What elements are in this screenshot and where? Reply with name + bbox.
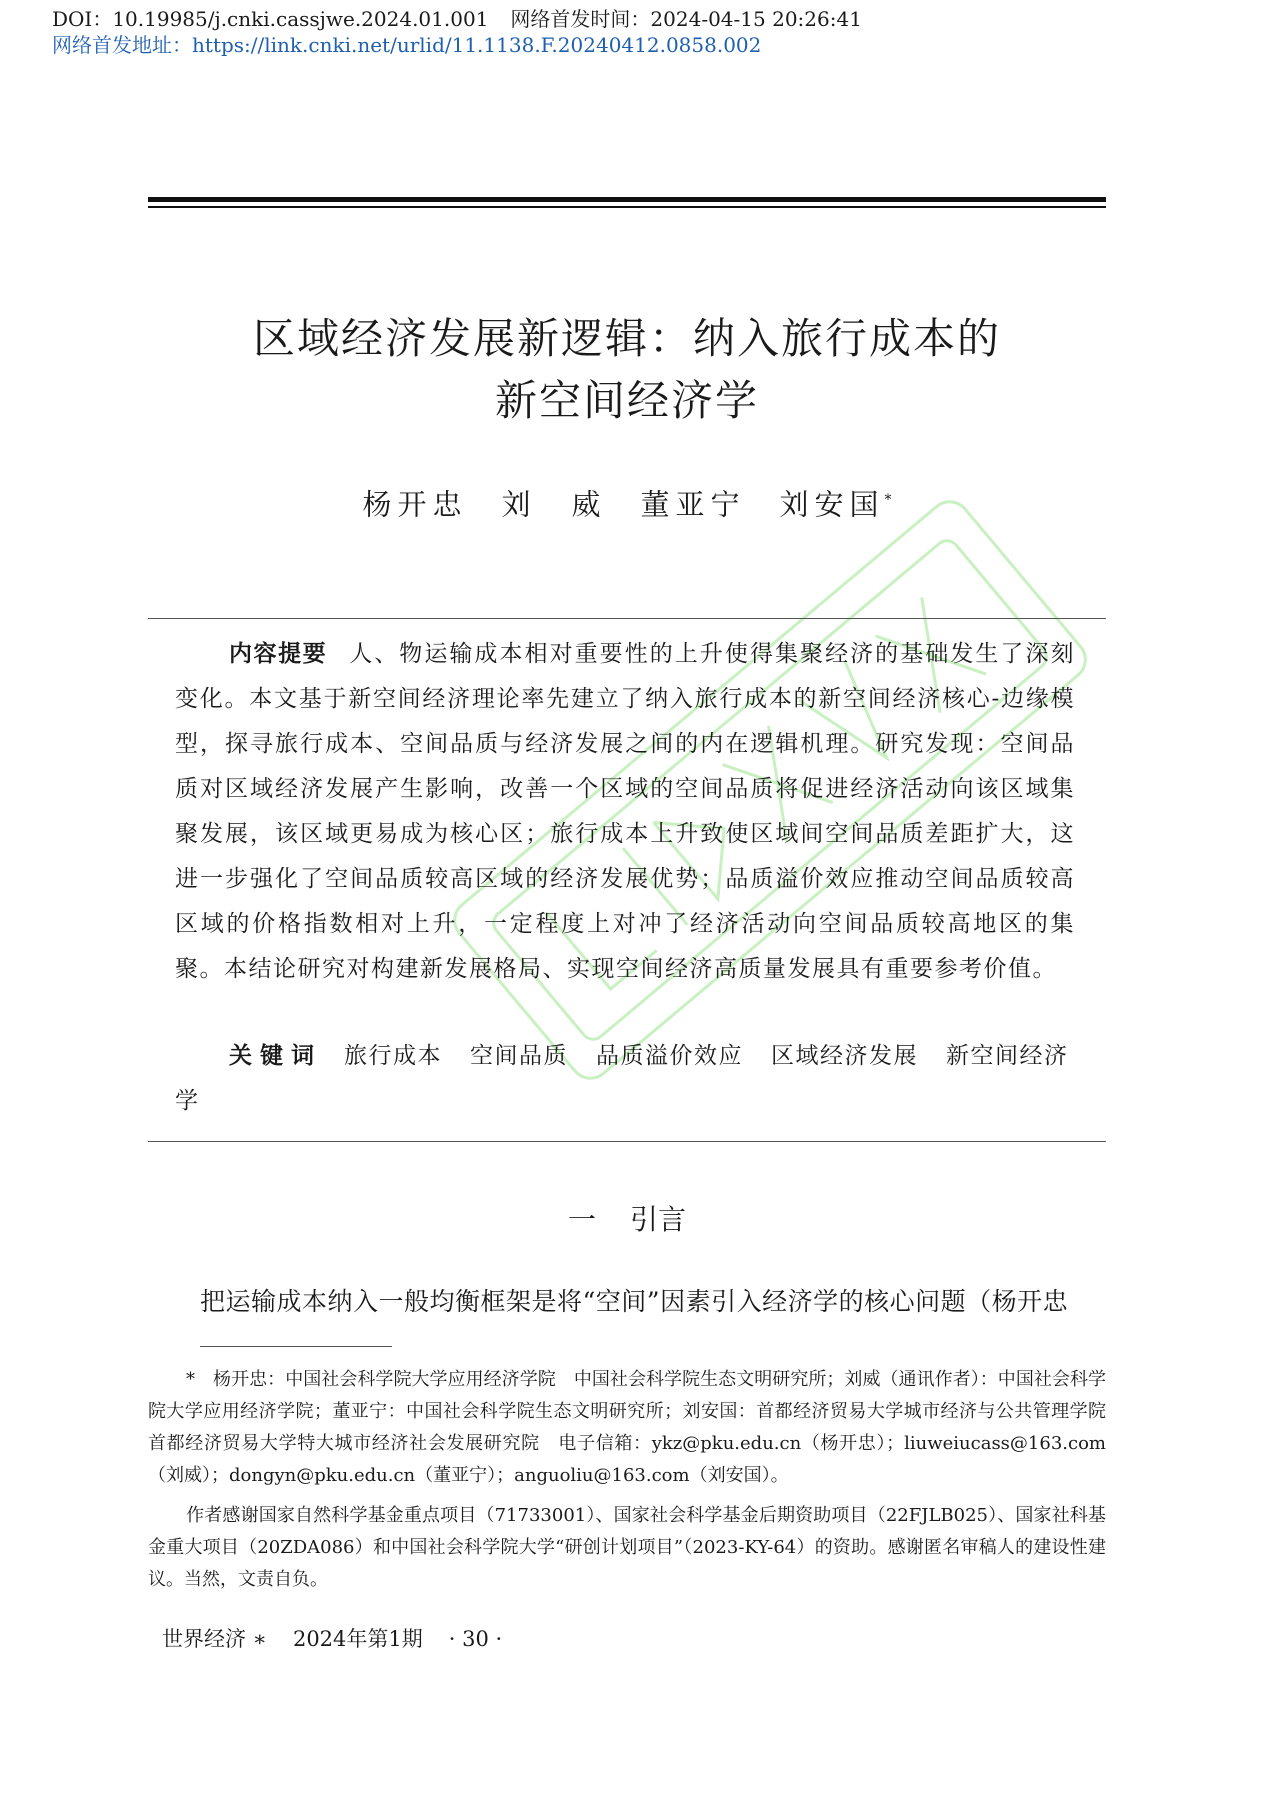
acknowledgement-text: 作者感谢国家自然科学基金重点项目（71733001）、国家社会科学基金后期资助项目（22FJLB025）、国家社科基金重大项目（20ZDA086）和中国社会科学院大学“研创计划项目”（2023-KY-64）的资助。感谢匿名审稿人的建设性建议。当然，文责自负。 xyxy=(148,1505,1106,1590)
keyword: 旅行成本 xyxy=(344,1043,442,1069)
body-paragraph: 把运输成本纳入一般均衡框架是将“空间”因素引入经济学的核心问题（杨开忠 xyxy=(200,1287,1069,1316)
footnote-affiliations xyxy=(148,1364,1124,1492)
author-footnote-mark: * xyxy=(884,492,892,508)
keywords-label: 关键词 xyxy=(229,1043,322,1069)
author-list xyxy=(148,480,1106,525)
publish-time: 网络首发时间：2024-04-15 20:26:41 xyxy=(510,7,862,31)
author-name: 刘 威 xyxy=(501,487,607,522)
keyword: 新空间经济学 xyxy=(175,1043,1069,1114)
author-name: 董亚宁 xyxy=(640,487,746,522)
affiliations-text: 杨开忠：中国社会科学院大学应用经济学院 中国社会科学院生态文明研究所；刘威（通讯作者）：中国社会科学院大学应用经济学院；董亚宁：中国社会科学院生态文明研究所；刘安国：首都经济贸易大学城市经济与公共管理学院 首都经济贸易大学特大城市经济社会发展研究院 电子信箱：ykz@pku.edu.cn（杨开忠）；liuweiucass@163.com（刘威）；dongyn@pku.edu.cn（董亚宁）；anguoliu@163.com（刘安国）。 xyxy=(148,1369,1124,1486)
keyword: 空间品质 xyxy=(470,1043,568,1069)
keyword: 区域经济发展 xyxy=(771,1043,918,1069)
keyword: 品质溢价效应 xyxy=(596,1043,743,1069)
abstract-block xyxy=(175,632,1075,992)
journal-footer: 世界经济 ∗ 2024年第1期 · 30 · xyxy=(162,1627,503,1651)
journal-issue: 2024年第1期 xyxy=(292,1627,423,1651)
keywords-block xyxy=(175,1034,1075,1124)
article-title-line2: 新空间经济学 xyxy=(494,376,759,425)
article-title-line1: 区域经济发展新逻辑：纳入旅行成本的 xyxy=(252,314,1001,363)
title-rule-top xyxy=(148,197,1106,202)
abstract-label: 内容提要 xyxy=(229,641,328,667)
doi-text: DOI：10.19985/j.cnki.cassjwe.2024.01.001 xyxy=(52,7,489,31)
journal-name: 世界经济 xyxy=(162,1627,246,1651)
doi-header xyxy=(52,6,862,32)
footnote-acknowledgement xyxy=(148,1500,1106,1596)
section-number: 一 xyxy=(567,1203,596,1236)
publish-url[interactable]: 网络首发地址：https://link.cnki.net/urlid/11.1138.F.20240412.0858.002 xyxy=(52,33,762,57)
section-title: 引言 xyxy=(630,1203,687,1236)
abstract-rule-top xyxy=(148,618,1106,619)
page-number: · 30 · xyxy=(448,1627,503,1651)
author-name: 杨开忠 xyxy=(362,487,468,522)
author-name: 刘安国 xyxy=(779,487,885,522)
footnote-rule xyxy=(200,1346,392,1347)
footnote-star: * xyxy=(186,1369,195,1390)
section-heading xyxy=(148,1200,1106,1240)
abstract-text: 人、物运输成本相对重要性的上升使得集聚经济的基础发生了深刻变化。本文基于新空间经济理论率先建立了纳入旅行成本的新空间经济核心-边缘模型，探寻旅行成本、空间品质与经济发展之间的内在逻辑机理。研究发现：空间品质对区域经济发展产生影响，改善一个区域的空间品质将促进经济活动向该区域集聚发展，该区域更易成为核心区；旅行成本上升致使区域间空间品质差距扩大，这进一步强化了空间品质较高区域的经济发展优势；品质溢价效应推动空间品质较高区域的价格指数相对上升，一定程度上对冲了经济活动向空间品质较高地区的集聚。本结论研究对构建新发展格局、实现空间经济高质量发展具有重要参考价值。 xyxy=(175,641,1075,982)
title-rule-bottom xyxy=(148,206,1106,208)
abstract-rule-bottom xyxy=(148,1141,1106,1142)
